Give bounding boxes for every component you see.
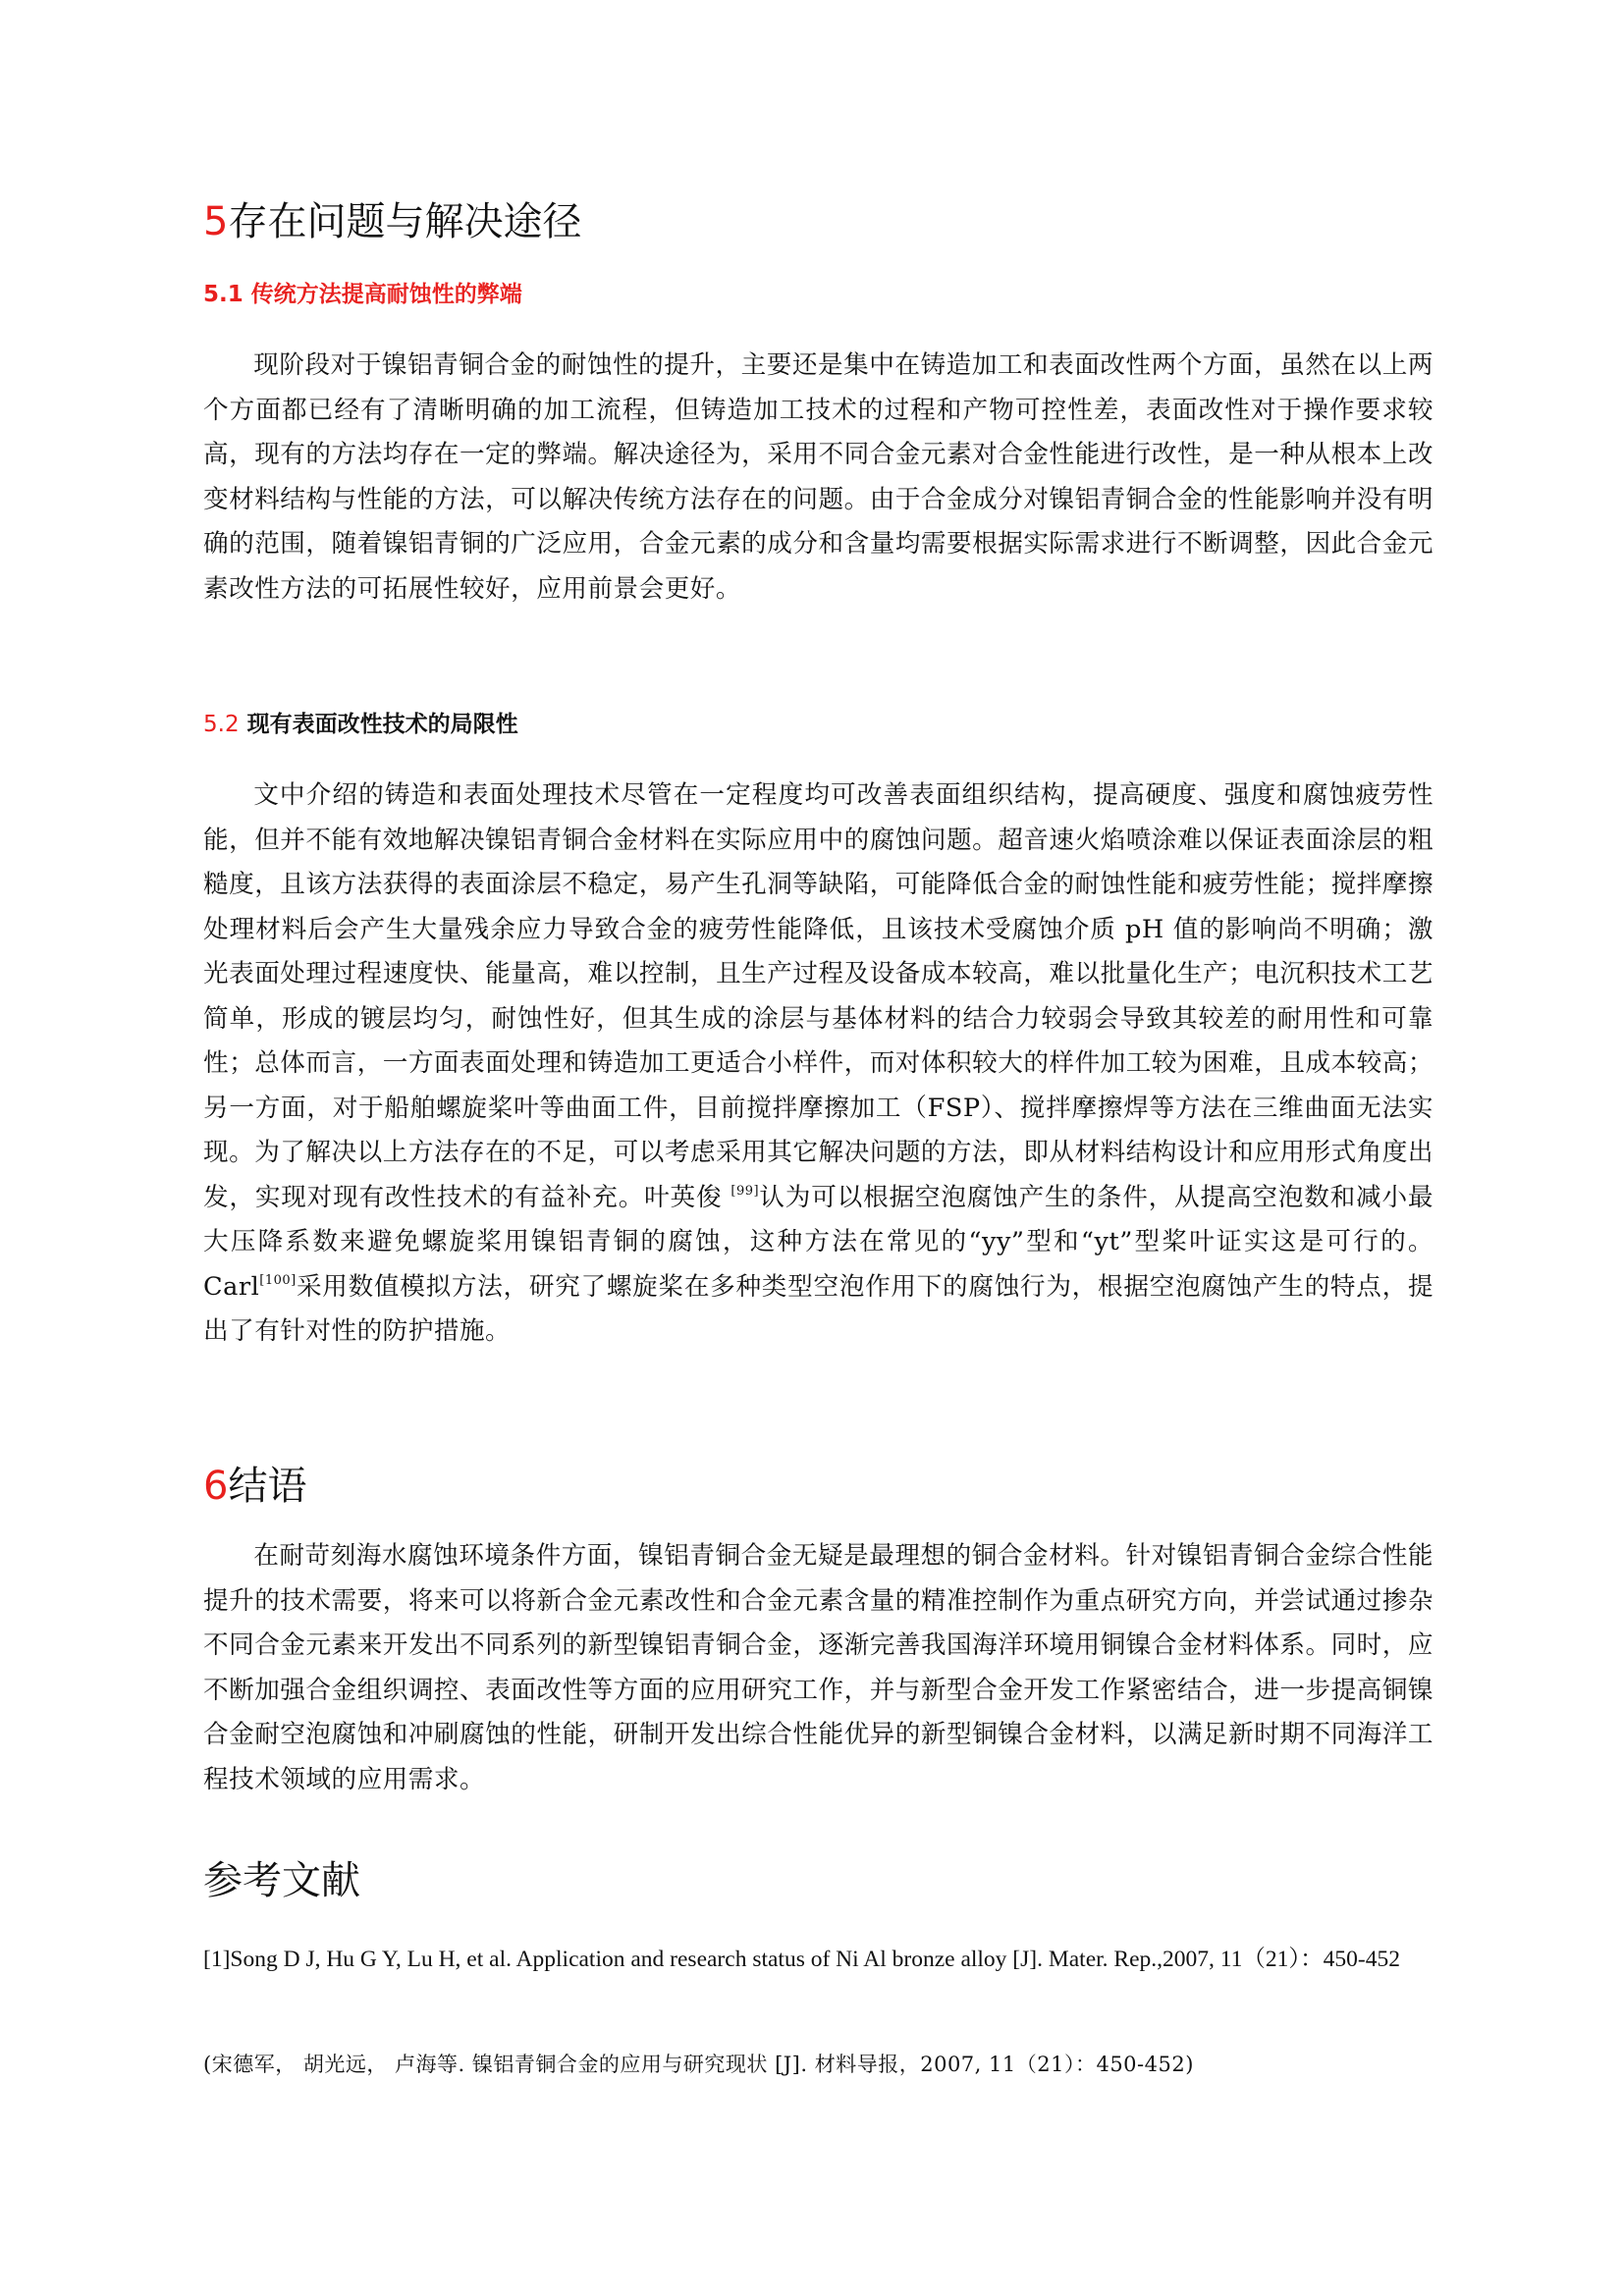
citation-99: [99]	[730, 1183, 760, 1199]
references-heading	[203, 1855, 1434, 1906]
section-6-number: 6	[203, 1464, 229, 1509]
section-5-1-body	[203, 344, 1434, 612]
section-5-2-text-2: 认为可以根据空泡腐蚀产生的条件，从提高空泡数和减小最大压降系数来避免螺旋桨用镍铝青铜的腐蚀，这种方法在常见的“yy”型和“yt”型桨叶证实这是可行的。Carl	[203, 1182, 1434, 1302]
reference-1-chinese: (宋德军， 胡光远， 卢海等. 镍铝青铜合金的应用与研究现状 [J]. 材料导报，2007, 11（21）：450-452)	[203, 2053, 1194, 2076]
section-5-2-body	[203, 774, 1434, 1355]
section-5-2-title: 现有表面改性技术的局限性	[246, 712, 518, 737]
section-6-body	[203, 1534, 1434, 1802]
section-5-1-number: 5.1	[203, 282, 243, 307]
section-5-2-heading	[203, 709, 1434, 740]
section-5-number: 5	[203, 199, 229, 244]
section-6-heading	[203, 1461, 1434, 1512]
section-5-1-paragraph: 现阶段对于镍铝青铜合金的耐蚀性的提升，主要还是集中在铸造加工和表面改性两个方面，虽然在以上两个方面都已经有了清晰明确的加工流程，但铸造加工技术的过程和产物可控性差，表面改性对于操作要求较高，现有的方法均存在一定的弊端。解决途径为，采用不同合金元素对合金性能进行改性，是一种从根本上改变材料结构与性能的方法，可以解决传统方法存在的问题。由于合金成分对镍铝青铜合金的性能影响并没有明确的范围，随着镍铝青铜的广泛应用，合金元素的成分和含量均需要根据实际需求进行不断调整，因此合金元素改性方法的可拓展性较好，应用前景会更好。	[203, 350, 1434, 604]
section-5-2-text-3: 采用数值模拟方法，研究了螺旋桨在多种类型空泡作用下的腐蚀行为，根据空泡腐蚀产生的特点，提出了有针对性的防护措施。	[203, 1271, 1434, 1346]
section-6-paragraph: 在耐苛刻海水腐蚀环境条件方面，镍铝青铜合金无疑是最理想的铜合金材料。针对镍铝青铜合金综合性能提升的技术需要，将来可以将新合金元素改性和合金元素含量的精准控制作为重点研究方向，并尝试通过掺杂不同合金元素来开发出不同系列的新型镍铝青铜合金，逐渐完善我国海洋环境用铜镍合金材料体系。同时，应不断加强合金组织调控、表面改性等方面的应用研究工作，并与新型合金开发工作紧密结合，进一步提高铜镍合金耐空泡腐蚀和冲刷腐蚀的性能，研制开发出综合性能优异的新型铜镍合金材料，以满足新时期不同海洋工程技术领域的应用需求。	[203, 1541, 1434, 1794]
section-5-2-text-1: 文中介绍的铸造和表面处理技术尽管在一定程度均可改善表面组织结构，提高硬度、强度和腐蚀疲劳性能，但并不能有效地解决镍铝青铜合金材料在实际应用中的腐蚀问题。超音速火焰喷涂难以保证表面涂层的粗糙度，且该方法获得的表面涂层不稳定，易产生孔洞等缺陷，可能降低合金的耐蚀性能和疲劳性能；搅拌摩擦处理材料后会产生大量残余应力导致合金的疲劳性能降低，且该技术受腐蚀介质 pH 值的影响尚不明确；激光表面处理过程速度快、能量高，难以控制，且生产过程及设备成本较高，难以批量化生产；电沉积技术工艺简单，形成的镀层均匀，耐蚀性好，但其生成的涂层与基体材料的结合力较弱会导致其较差的耐用性和可靠性；总体而言，一方面表面处理和铸造加工更适合小样件，而对体积较大的样件加工较为困难，且成本较高；另一方面，对于船舶螺旋桨叶等曲面工件，目前搅拌摩擦加工（FSP）、搅拌摩擦焊等方法在三维曲面无法实现。为了解决以上方法存在的不足，可以考虑采用其它解决问题的方法，即从材料结构设计和应用形式角度出发，实现对现有改性技术的有益补充。叶英俊	[203, 780, 1434, 1212]
section-6-title: 结语	[228, 1464, 307, 1509]
citation-100: [100]	[259, 1272, 297, 1288]
section-5-heading	[203, 196, 1434, 247]
references-title: 参考文献	[203, 1858, 360, 1903]
section-5-title: 存在问题与解决途径	[228, 199, 582, 244]
section-5-1-heading	[203, 279, 1434, 310]
reference-1-english: [1]Song D J, Hu G Y, Lu H, et al. Application and research status of Ni Al bronze alloy [J]. Mater. Rep.,2007, 11（21）：450-452	[203, 1947, 1400, 1972]
section-5-2-number: 5.2	[203, 712, 240, 737]
section-5-2-paragraph	[203, 774, 1434, 1355]
section-5-1-title: 传统方法提高耐蚀性的弊端	[250, 282, 522, 307]
reference-1-translation	[203, 2049, 1431, 2080]
reference-1	[203, 1938, 1431, 1981]
